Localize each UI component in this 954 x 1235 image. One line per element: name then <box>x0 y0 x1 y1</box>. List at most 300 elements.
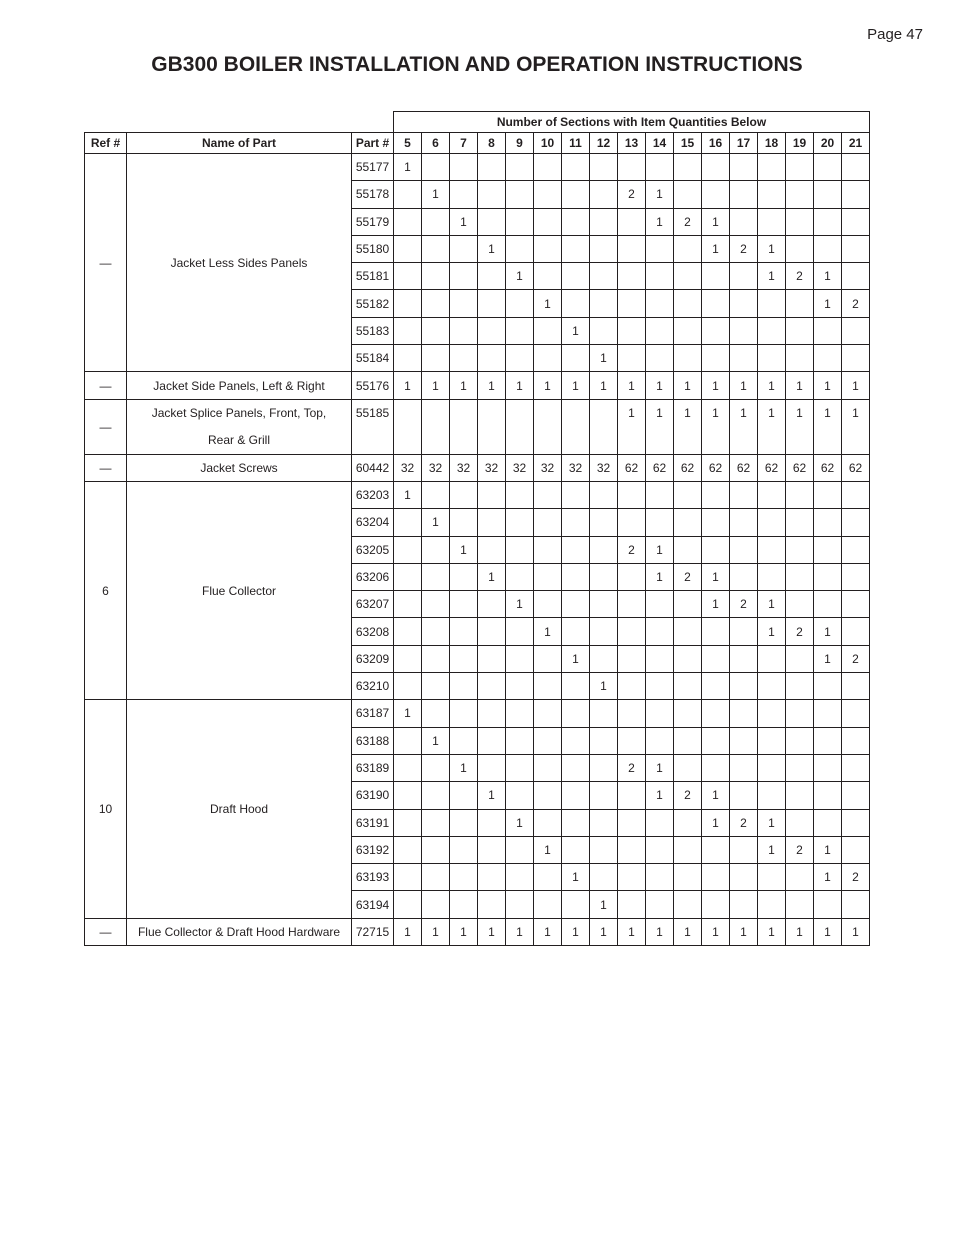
section-column-header: 7 <box>450 133 478 154</box>
quantity-cell <box>758 782 786 809</box>
quantity-cell <box>618 673 646 700</box>
part-number-cell: 63207 <box>352 591 394 618</box>
quantity-cell <box>562 235 590 262</box>
quantity-cell <box>786 235 814 262</box>
quantity-cell <box>702 509 730 536</box>
quantity-cell <box>422 645 450 672</box>
quantity-cell <box>450 345 478 372</box>
quantity-cell <box>646 481 674 508</box>
quantity-cell <box>702 536 730 563</box>
quantity-cell: 1 <box>674 372 702 399</box>
quantity-cell <box>506 208 534 235</box>
quantity-cell: 1 <box>478 918 506 945</box>
ref-cell: — <box>85 454 127 481</box>
quantity-cell <box>506 345 534 372</box>
quantity-cell <box>646 673 674 700</box>
quantity-cell <box>730 154 758 181</box>
quantity-cell <box>394 618 422 645</box>
quantity-cell <box>758 727 786 754</box>
quantity-cell: 62 <box>758 454 786 481</box>
quantity-cell <box>422 345 450 372</box>
quantity-cell <box>394 263 422 290</box>
quantity-cell <box>646 345 674 372</box>
quantity-cell <box>758 864 786 891</box>
quantity-cell: 1 <box>534 618 562 645</box>
quantity-cell: 1 <box>730 372 758 399</box>
quantity-cell <box>534 181 562 208</box>
quantity-cell: 2 <box>842 645 870 672</box>
quantity-cell <box>618 290 646 317</box>
quantity-cell <box>394 727 422 754</box>
quantity-cell <box>814 509 842 536</box>
quantity-cell: 1 <box>758 809 786 836</box>
quantity-cell <box>618 891 646 918</box>
quantity-cell: 1 <box>534 836 562 863</box>
part-name-cell <box>127 399 352 454</box>
quantity-cell <box>506 509 534 536</box>
quantity-cell <box>506 181 534 208</box>
quantity-cell: 1 <box>422 727 450 754</box>
quantity-cell <box>786 700 814 727</box>
quantity-cell <box>786 509 814 536</box>
quantity-cell <box>450 591 478 618</box>
quantity-cell <box>590 317 618 344</box>
header-spacer <box>85 112 394 133</box>
part-name-line: Jacket Splice Panels, Front, Top, <box>151 405 327 420</box>
quantity-cell <box>618 700 646 727</box>
part-number-cell: 55181 <box>352 263 394 290</box>
quantity-cell <box>394 509 422 536</box>
part-number-cell: 55179 <box>352 208 394 235</box>
quantity-cell <box>814 317 842 344</box>
quantity-cell <box>730 263 758 290</box>
quantity-cell <box>842 509 870 536</box>
quantity-cell <box>450 618 478 645</box>
quantity-cell <box>842 700 870 727</box>
quantity-cell <box>394 836 422 863</box>
quantity-cell <box>674 481 702 508</box>
quantity-cell <box>702 154 730 181</box>
quantity-cell <box>562 399 590 454</box>
quantity-cell <box>674 536 702 563</box>
quantity-cell <box>618 481 646 508</box>
quantity-cell: 32 <box>478 454 506 481</box>
quantity-cell <box>506 154 534 181</box>
sections-group-header: Number of Sections with Item Quantities Below <box>394 112 870 133</box>
quantity-cell: 1 <box>618 399 646 454</box>
part-name-cell: Flue Collector & Draft Hood Hardware <box>127 918 352 945</box>
quantity-cell: 1 <box>702 235 730 262</box>
quantity-cell <box>506 290 534 317</box>
quantity-cell: 1 <box>702 372 730 399</box>
quantity-cell <box>730 673 758 700</box>
quantity-cell <box>730 645 758 672</box>
quantity-cell <box>674 591 702 618</box>
quantity-cell <box>422 809 450 836</box>
quantity-cell <box>674 809 702 836</box>
section-column-header: 14 <box>646 133 674 154</box>
quantity-cell <box>814 481 842 508</box>
quantity-cell: 1 <box>702 591 730 618</box>
quantity-cell <box>534 700 562 727</box>
part-number-cell: 63205 <box>352 536 394 563</box>
section-column-header: 20 <box>814 133 842 154</box>
quantity-cell: 62 <box>730 454 758 481</box>
quantity-cell <box>478 208 506 235</box>
quantity-cell: 1 <box>702 782 730 809</box>
quantity-cell <box>590 563 618 590</box>
quantity-cell: 1 <box>758 372 786 399</box>
quantity-cell: 1 <box>702 918 730 945</box>
quantity-cell: 1 <box>646 181 674 208</box>
section-column-header: 18 <box>758 133 786 154</box>
quantity-cell <box>842 208 870 235</box>
quantity-cell: 1 <box>842 372 870 399</box>
quantity-cell: 1 <box>394 918 422 945</box>
quantity-cell: 32 <box>394 454 422 481</box>
quantity-cell <box>814 536 842 563</box>
quantity-cell <box>422 700 450 727</box>
quantity-cell <box>758 536 786 563</box>
quantity-cell <box>506 727 534 754</box>
quantity-cell <box>450 645 478 672</box>
quantity-cell <box>618 591 646 618</box>
section-column-header: 17 <box>730 133 758 154</box>
quantity-cell: 1 <box>534 918 562 945</box>
quantity-cell <box>702 290 730 317</box>
quantity-cell: 1 <box>450 918 478 945</box>
quantity-cell: 1 <box>562 864 590 891</box>
part-number-cell: 63204 <box>352 509 394 536</box>
part-number-cell: 63189 <box>352 754 394 781</box>
quantity-cell <box>450 290 478 317</box>
quantity-cell <box>730 727 758 754</box>
part-number-cell: 63210 <box>352 673 394 700</box>
quantity-cell <box>562 673 590 700</box>
quantity-cell <box>478 481 506 508</box>
quantity-cell <box>590 782 618 809</box>
part-name-cell: Jacket Less Sides Panels <box>127 154 352 372</box>
quantity-cell <box>534 645 562 672</box>
quantity-cell <box>478 836 506 863</box>
quantity-cell <box>394 673 422 700</box>
part-number-cell: 55177 <box>352 154 394 181</box>
quantity-cell: 1 <box>590 673 618 700</box>
quantity-cell <box>422 891 450 918</box>
part-number-cell: 55185 <box>352 399 394 454</box>
quantity-cell <box>674 700 702 727</box>
quantity-cell <box>786 290 814 317</box>
part-number-cell: 55176 <box>352 372 394 399</box>
part-number-cell: 63203 <box>352 481 394 508</box>
quantity-cell <box>450 154 478 181</box>
table-row <box>85 154 870 181</box>
quantity-cell: 2 <box>618 536 646 563</box>
quantity-cell <box>506 891 534 918</box>
quantity-cell <box>562 181 590 208</box>
parts-table <box>84 111 870 946</box>
quantity-cell <box>562 618 590 645</box>
quantity-cell <box>646 591 674 618</box>
section-column-header: 16 <box>702 133 730 154</box>
quantity-cell <box>450 891 478 918</box>
part-column-header: Part # <box>352 133 394 154</box>
quantity-cell: 1 <box>646 208 674 235</box>
quantity-cell <box>786 181 814 208</box>
quantity-cell: 1 <box>646 754 674 781</box>
quantity-cell <box>590 290 618 317</box>
ref-column-header: Ref # <box>85 133 127 154</box>
quantity-cell: 1 <box>814 836 842 863</box>
part-number-cell: 63193 <box>352 864 394 891</box>
quantity-cell <box>758 481 786 508</box>
quantity-cell: 1 <box>562 317 590 344</box>
section-column-header: 8 <box>478 133 506 154</box>
table-row <box>85 700 870 727</box>
quantity-cell <box>674 727 702 754</box>
quantity-cell: 2 <box>730 809 758 836</box>
quantity-cell: 1 <box>590 345 618 372</box>
quantity-cell <box>842 836 870 863</box>
quantity-cell <box>478 864 506 891</box>
section-column-header: 5 <box>394 133 422 154</box>
section-column-header: 10 <box>534 133 562 154</box>
part-number-cell: 63192 <box>352 836 394 863</box>
quantity-cell <box>674 618 702 645</box>
quantity-cell <box>786 891 814 918</box>
quantity-cell <box>590 235 618 262</box>
quantity-cell: 1 <box>506 372 534 399</box>
quantity-cell <box>478 645 506 672</box>
quantity-cell <box>842 891 870 918</box>
quantity-cell <box>506 645 534 672</box>
quantity-cell <box>506 399 534 454</box>
quantity-cell: 2 <box>674 782 702 809</box>
quantity-cell <box>422 317 450 344</box>
table-row <box>85 372 870 399</box>
quantity-cell <box>674 317 702 344</box>
quantity-cell <box>702 700 730 727</box>
quantity-cell <box>730 509 758 536</box>
quantity-cell: 1 <box>758 836 786 863</box>
quantity-cell: 1 <box>422 509 450 536</box>
quantity-cell <box>618 864 646 891</box>
quantity-cell <box>590 700 618 727</box>
quantity-cell <box>842 782 870 809</box>
quantity-cell <box>674 754 702 781</box>
quantity-cell <box>394 645 422 672</box>
quantity-cell <box>618 645 646 672</box>
parts-table-body <box>85 154 870 946</box>
quantity-cell <box>394 208 422 235</box>
part-number-cell: 55184 <box>352 345 394 372</box>
quantity-cell <box>758 208 786 235</box>
quantity-cell <box>478 263 506 290</box>
quantity-cell <box>394 754 422 781</box>
quantity-cell <box>450 727 478 754</box>
quantity-cell <box>842 536 870 563</box>
quantity-cell <box>506 700 534 727</box>
quantity-cell: 2 <box>786 618 814 645</box>
quantity-cell <box>394 809 422 836</box>
quantity-cell <box>422 754 450 781</box>
part-number-cell: 63209 <box>352 645 394 672</box>
quantity-cell: 62 <box>814 454 842 481</box>
quantity-cell: 1 <box>450 536 478 563</box>
quantity-cell <box>562 754 590 781</box>
quantity-cell <box>814 235 842 262</box>
quantity-cell: 1 <box>646 918 674 945</box>
quantity-cell <box>394 782 422 809</box>
quantity-cell <box>758 181 786 208</box>
quantity-cell <box>730 317 758 344</box>
quantity-cell <box>478 399 506 454</box>
quantity-cell <box>534 345 562 372</box>
quantity-cell <box>450 864 478 891</box>
quantity-cell: 1 <box>506 263 534 290</box>
quantity-cell: 1 <box>814 290 842 317</box>
quantity-cell <box>590 536 618 563</box>
quantity-cell <box>534 154 562 181</box>
quantity-cell <box>590 591 618 618</box>
quantity-cell <box>814 727 842 754</box>
quantity-cell <box>730 290 758 317</box>
quantity-cell <box>394 290 422 317</box>
quantity-cell <box>394 864 422 891</box>
quantity-cell <box>674 891 702 918</box>
quantity-cell: 32 <box>422 454 450 481</box>
quantity-cell <box>534 481 562 508</box>
quantity-cell <box>422 235 450 262</box>
quantity-cell <box>590 836 618 863</box>
quantity-cell <box>758 345 786 372</box>
quantity-cell <box>422 591 450 618</box>
quantity-cell: 1 <box>646 536 674 563</box>
quantity-cell: 1 <box>758 618 786 645</box>
quantity-cell: 2 <box>730 235 758 262</box>
quantity-cell <box>422 864 450 891</box>
quantity-cell <box>646 809 674 836</box>
quantity-cell <box>478 673 506 700</box>
quantity-cell: 1 <box>422 372 450 399</box>
quantity-cell <box>534 317 562 344</box>
quantity-cell <box>562 782 590 809</box>
quantity-cell: 1 <box>646 399 674 454</box>
quantity-cell: 1 <box>450 754 478 781</box>
quantity-cell <box>618 317 646 344</box>
quantity-cell <box>730 754 758 781</box>
ref-cell: — <box>85 918 127 945</box>
quantity-cell <box>478 317 506 344</box>
quantity-cell <box>506 563 534 590</box>
quantity-cell <box>702 673 730 700</box>
quantity-cell <box>422 673 450 700</box>
quantity-cell <box>646 290 674 317</box>
quantity-cell <box>590 481 618 508</box>
quantity-cell: 1 <box>758 399 786 454</box>
quantity-cell <box>842 481 870 508</box>
quantity-cell <box>674 836 702 863</box>
quantity-cell: 1 <box>702 208 730 235</box>
quantity-cell: 62 <box>702 454 730 481</box>
quantity-cell <box>590 645 618 672</box>
quantity-cell: 32 <box>534 454 562 481</box>
part-name-cell: Draft Hood <box>127 700 352 918</box>
quantity-cell <box>702 645 730 672</box>
quantity-cell: 2 <box>618 754 646 781</box>
quantity-cell: 2 <box>618 181 646 208</box>
quantity-cell: 1 <box>478 563 506 590</box>
section-column-header: 19 <box>786 133 814 154</box>
quantity-cell <box>702 891 730 918</box>
quantity-cell <box>394 591 422 618</box>
quantity-cell <box>674 235 702 262</box>
quantity-cell <box>786 645 814 672</box>
quantity-cell <box>394 536 422 563</box>
quantity-cell <box>450 263 478 290</box>
quantity-cell <box>506 618 534 645</box>
quantity-cell <box>786 481 814 508</box>
quantity-cell <box>786 591 814 618</box>
quantity-cell <box>534 263 562 290</box>
quantity-cell <box>562 345 590 372</box>
quantity-cell <box>814 891 842 918</box>
quantity-cell <box>842 317 870 344</box>
quantity-cell <box>506 235 534 262</box>
quantity-cell <box>814 673 842 700</box>
quantity-cell <box>590 754 618 781</box>
part-number-cell: 72715 <box>352 918 394 945</box>
quantity-cell <box>562 727 590 754</box>
quantity-cell: 1 <box>758 918 786 945</box>
quantity-cell <box>534 509 562 536</box>
quantity-cell <box>842 263 870 290</box>
quantity-cell <box>478 509 506 536</box>
quantity-cell <box>730 891 758 918</box>
quantity-cell <box>422 481 450 508</box>
quantity-cell <box>674 509 702 536</box>
quantity-cell <box>730 782 758 809</box>
quantity-cell <box>394 181 422 208</box>
quantity-cell <box>562 891 590 918</box>
quantity-cell <box>786 317 814 344</box>
quantity-cell <box>394 399 422 454</box>
quantity-cell <box>534 754 562 781</box>
quantity-cell <box>422 836 450 863</box>
quantity-cell <box>450 399 478 454</box>
quantity-cell: 1 <box>478 235 506 262</box>
quantity-cell <box>758 154 786 181</box>
quantity-cell <box>842 727 870 754</box>
quantity-cell: 1 <box>590 918 618 945</box>
part-number-cell: 55180 <box>352 235 394 262</box>
quantity-cell <box>590 181 618 208</box>
quantity-cell: 1 <box>786 372 814 399</box>
quantity-cell <box>394 891 422 918</box>
quantity-cell <box>758 645 786 672</box>
quantity-cell <box>646 154 674 181</box>
quantity-cell <box>702 181 730 208</box>
quantity-cell <box>450 700 478 727</box>
quantity-cell <box>422 563 450 590</box>
quantity-cell <box>478 536 506 563</box>
quantity-cell <box>534 727 562 754</box>
quantity-cell <box>758 700 786 727</box>
quantity-cell <box>534 891 562 918</box>
quantity-cell: 1 <box>814 645 842 672</box>
quantity-cell <box>562 591 590 618</box>
quantity-cell <box>814 809 842 836</box>
